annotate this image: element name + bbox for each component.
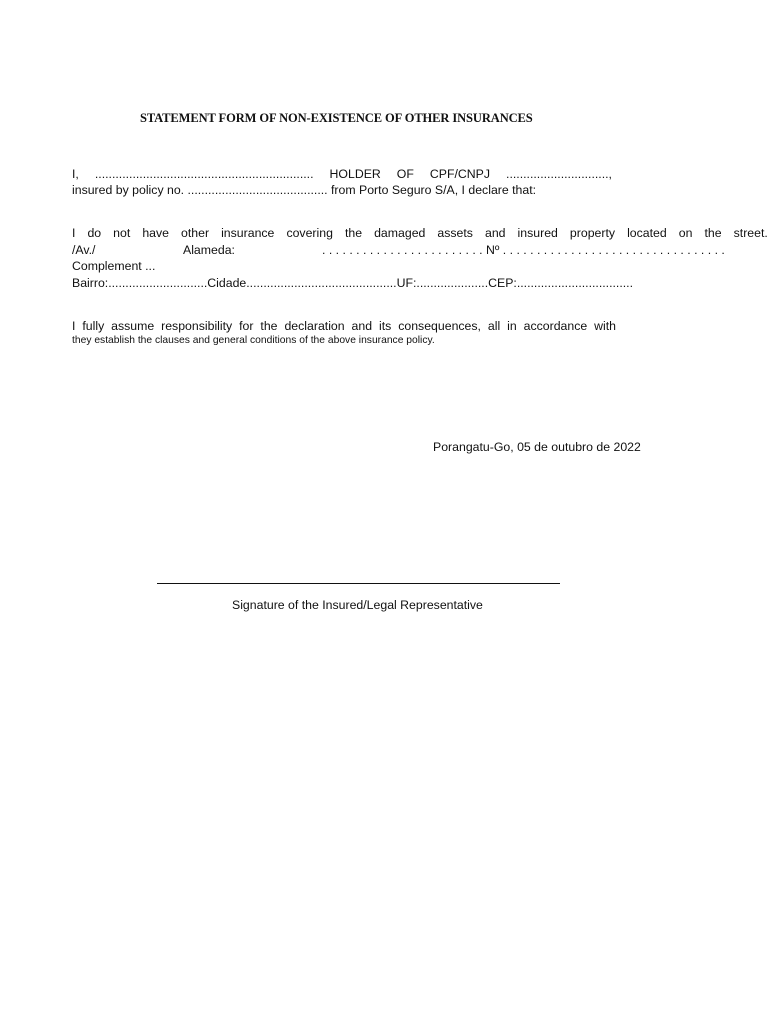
alameda-label: Alameda: — [183, 243, 235, 257]
declarant-line — [72, 166, 612, 182]
statement-word: street. — [733, 226, 768, 240]
responsibility-word: fully — [82, 319, 105, 333]
statement-word: assets — [437, 226, 473, 240]
responsibility-word: for — [239, 319, 254, 333]
declarant-word: OF — [396, 167, 414, 181]
responsibility-word: declaration — [284, 319, 345, 333]
date-place: Porangatu-Go, 05 de outubro de 2022 — [433, 440, 641, 454]
statement-word: insurance — [221, 226, 275, 240]
statement-word: not — [113, 226, 131, 240]
declarant-word: I, — [72, 167, 79, 181]
statement-word: I — [72, 226, 76, 240]
signature-line — [157, 583, 560, 584]
statement-word: do — [87, 226, 102, 240]
responsibility-word: assume — [111, 319, 155, 333]
document-title: STATEMENT FORM OF NON-EXISTENCE OF OTHER INSURANCES — [140, 111, 533, 125]
address-line: Bairro:.............................Cidade............................................UF:.....................CEP:.................................. — [72, 276, 634, 290]
responsibility-line-continued: they establish the clauses and general conditions of the above insurance policy. — [72, 335, 435, 346]
responsibility-word: all — [487, 319, 501, 333]
statement-word: have — [142, 226, 169, 240]
statement-word: covering — [286, 226, 333, 240]
responsibility-word: responsibility — [161, 319, 233, 333]
responsibility-word: its — [379, 319, 392, 333]
statement-word: on — [678, 226, 693, 240]
complement-label: Complement ... — [72, 259, 156, 273]
street-number-blank: . . . . . . . . . . . . . . . . . . . . . . . . Nº . . . . . . . . . . . . . . . . . . . . . . . . . . . . . . . . . — [322, 243, 725, 257]
statement-word: the — [344, 226, 363, 240]
responsibility-word: in — [507, 319, 517, 333]
declarant-word: HOLDER — [329, 167, 381, 181]
signature-label: Signature of the Insured/Legal Representative — [232, 598, 483, 612]
statement-word: and — [484, 226, 506, 240]
responsibility-word: I — [72, 319, 76, 333]
policy-line: insured by policy no. ......................................... from Porto Seguro S/A, I declare that: — [72, 183, 537, 197]
av-label: /Av./ — [72, 243, 96, 257]
responsibility-word: the — [260, 319, 278, 333]
statement-word: damaged — [374, 226, 426, 240]
responsibility-word: consequences, — [398, 319, 481, 333]
statement-word: other — [181, 226, 210, 240]
responsibility-line — [72, 318, 616, 334]
statement-word: located — [627, 226, 667, 240]
name-blank: ................................................................ — [94, 167, 314, 181]
declarant-word: CPF/CNPJ — [429, 167, 491, 181]
statement-word: property — [569, 226, 616, 240]
responsibility-word: with — [594, 319, 616, 333]
cpf-blank: .............................., — [506, 167, 612, 181]
responsibility-word: and — [351, 319, 373, 333]
responsibility-word: accordance — [523, 319, 588, 333]
statement-word: insured — [517, 226, 558, 240]
statement-word: the — [704, 226, 722, 240]
insurance-statement-line — [72, 225, 768, 241]
